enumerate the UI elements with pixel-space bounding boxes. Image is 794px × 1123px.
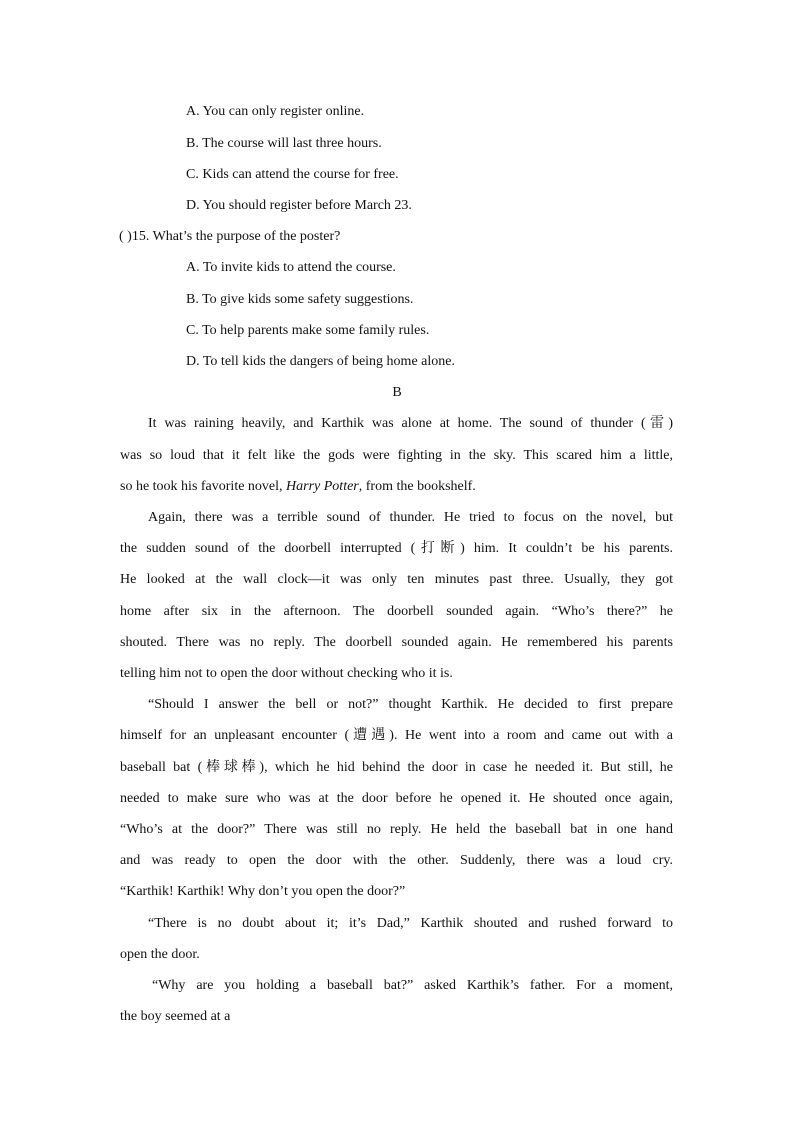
p2-line-1: Again, there was a terrible sound of thunder. He tried to focus on the novel, but xyxy=(148,510,673,525)
p3-line-7: “Karthik! Karthik! Why don’t you open the door?” xyxy=(120,884,406,899)
q15-option-a: A. To invite kids to attend the course. xyxy=(186,260,396,275)
p2-line-4: home after six in the afternoon. The doorbell sounded again. “Who’s there?” he xyxy=(120,604,673,619)
section-heading: B xyxy=(392,385,402,400)
p5-line-1: “Why are you holding a baseball bat?” asked Karthik’s father. For a moment, xyxy=(152,978,673,993)
q14-option-d: D. You should register before March 23. xyxy=(186,198,412,213)
p3-line-2: himself for an unpleasant encounter (遭遇). He went into a room and came out with a xyxy=(120,728,673,743)
p1-line-3-post: , from the bookshelf. xyxy=(358,479,476,494)
p3-line-4: needed to make sure who was at the door before he opened it. He shouted once again, xyxy=(120,791,673,806)
novel-title: Harry Potter xyxy=(286,479,359,494)
p5-line-2: the boy seemed at a xyxy=(120,1009,231,1024)
p1-line-3 xyxy=(120,478,476,496)
p3-line-5: “Who’s at the door?” There was still no reply. He held the baseball bat in one hand xyxy=(120,822,673,837)
q15-option-d: D. To tell kids the dangers of being home alone. xyxy=(186,354,455,369)
p2-line-2: the sudden sound of the doorbell interrupted (打断) him. It couldn’t be his parents. xyxy=(120,541,673,556)
q14-option-c: C. Kids can attend the course for free. xyxy=(186,167,399,182)
p1-line-1: It was raining heavily, and Karthik was alone at home. The sound of thunder (雷) xyxy=(148,416,673,431)
p1-line-3-pre: so he took his favorite novel, xyxy=(120,479,287,494)
p2-line-3: He looked at the wall clock—it was only ten minutes past three. Usually, they got xyxy=(120,572,673,587)
p3-line-6: and was ready to open the door with the other. Suddenly, there was a loud cry. xyxy=(120,853,673,868)
p1-line-2: was so loud that it felt like the gods were fighting in the sky. This scared him a little, xyxy=(120,448,673,463)
p2-line-5: shouted. There was no reply. The doorbell sounded again. He remembered his parents xyxy=(120,635,673,650)
p2-line-6: telling him not to open the door without checking who it is. xyxy=(120,666,453,681)
p3-line-3: baseball bat (棒球棒), which he hid behind the door in case he needed it. But still, he xyxy=(120,760,673,775)
q14-option-a: A. You can only register online. xyxy=(186,104,365,119)
p4-line-1: “There is no doubt about it; it’s Dad,” Karthik shouted and rushed forward to xyxy=(148,916,673,931)
q15-option-c: C. To help parents make some family rules. xyxy=(186,323,430,338)
q14-option-b: B. The course will last three hours. xyxy=(186,136,382,151)
p4-line-2: open the door. xyxy=(120,947,200,962)
q15-option-b: B. To give kids some safety suggestions. xyxy=(186,292,414,307)
q15-stem: ( )15. What’s the purpose of the poster? xyxy=(119,229,341,244)
p3-line-1: “Should I answer the bell or not?” thought Karthik. He decided to first prepare xyxy=(148,697,673,712)
